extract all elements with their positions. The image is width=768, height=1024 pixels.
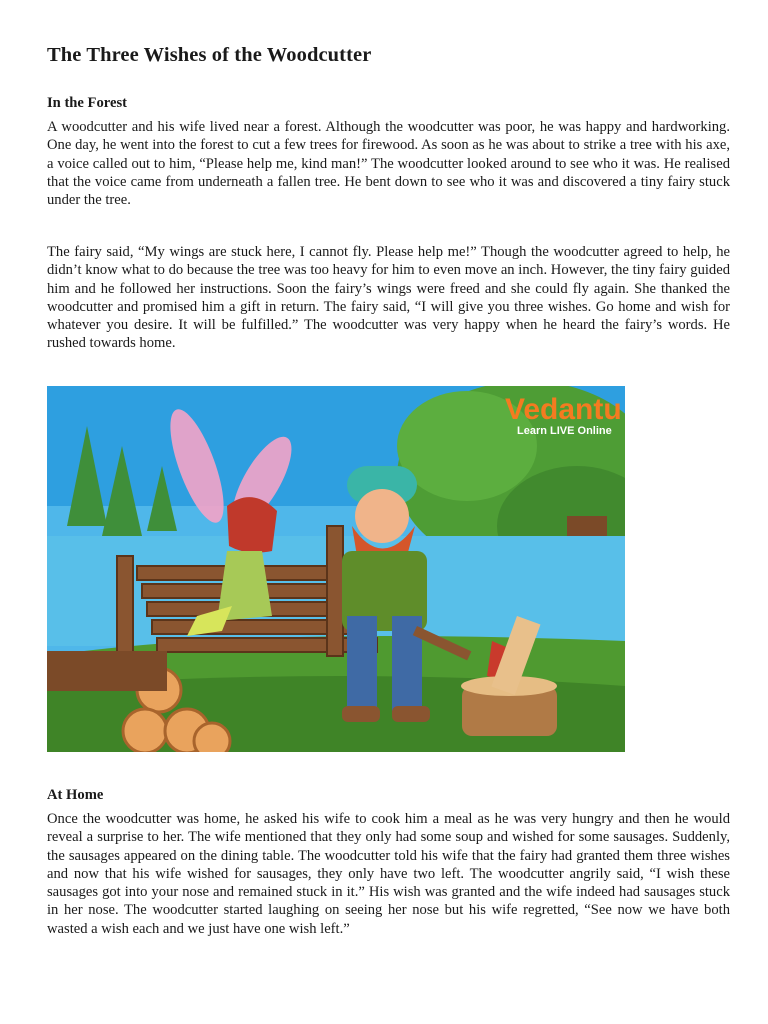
paragraph-home-1: Once the woodcutter was home, he asked his wife to cook him a meal as he was very hungry and then he would reveal a surprise to her. The wife mentioned that they only had some soup and wished for some sausages. Suddenly, the sausages appeared on the dining table. The woodcutter told his wife that the fairy had granted them three wishes and now that his wife wished for sausages, they only have two left. The woodcutter angrily said, “I wish these sausages got into your nose and remained stuck in it.” His wish was granted and the wife indeed had sausages stuck in her nose. The woodcutter started laughing on seeing her nose but his wife regretted, “See now we have both wasted a wish each and we just have one wish left.”	[47, 811, 730, 937]
section-heading-in-the-forest: In the Forest	[47, 95, 127, 111]
paragraph-forest-1: A woodcutter and his wife lived near a forest. Although the woodcutter was poor, he was happy and hardworking. One day, he went into the forest to cut a few trees for firewood. As soon as he was about to strike a tree with his axe, a voice called out to him, “Please help me, kind man!” The woodcutter looked around to see who it was. He realised that the voice came from underneath a fallen tree. He bent down to see who it was and discovered a tiny fairy stuck under the tree.	[47, 119, 730, 209]
document-title: The Three Wishes of the Woodcutter	[47, 44, 372, 66]
story-illustration	[47, 386, 625, 752]
paragraph-forest-2: The fairy said, “My wings are stuck here, I cannot fly. Please help me!” Though the woodcutter agreed to help, he didn’t know what to do because the tree was too heavy for him to even move an inch. However, the tiny fairy guided him and he followed her instructions. Soon the fairy’s wings were freed and she could fly again. She thanked the woodcutter and promised him a gift in return. The fairy said, “I will give you three wishes. Go home and wish for whatever you desire. It will be fulfilled.” The woodcutter was very happy when he heard the fairy’s words. He rushed towards home.	[47, 244, 730, 352]
section-heading-at-home: At Home	[47, 787, 104, 803]
vedantu-logo-tagline: Learn LIVE Online	[517, 425, 612, 437]
vedantu-logo-text: Vedantu	[505, 393, 622, 426]
